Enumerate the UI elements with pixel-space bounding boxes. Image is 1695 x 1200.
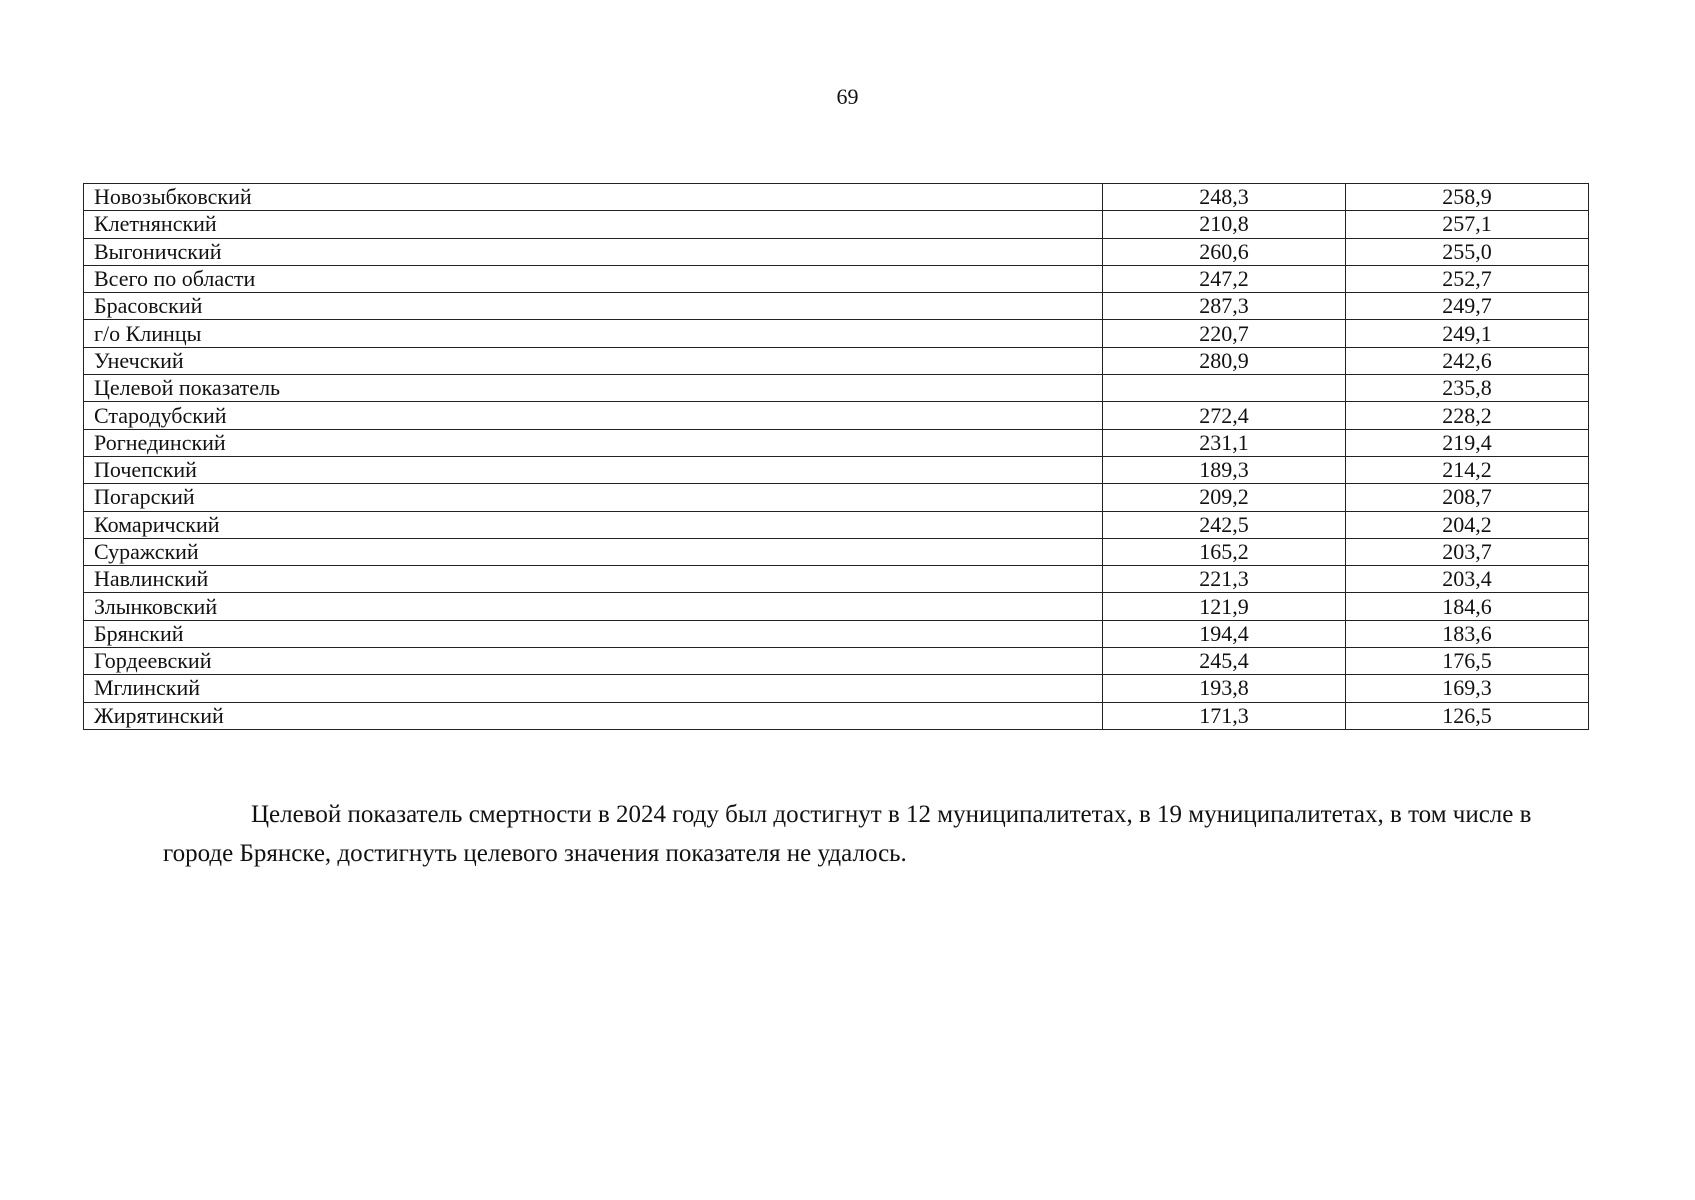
row-name: Всего по области <box>84 265 1103 292</box>
row-name: Суражский <box>84 538 1103 565</box>
row-value-1: 220,7 <box>1103 320 1346 347</box>
table-row <box>84 538 1589 565</box>
row-value-1: 260,6 <box>1103 238 1346 265</box>
row-name: Комаричский <box>84 511 1103 538</box>
row-name: Стародубский <box>84 402 1103 429</box>
table-row <box>84 484 1589 511</box>
table-row <box>84 320 1589 347</box>
row-name: Клетнянский <box>84 211 1103 238</box>
row-value-1: 280,9 <box>1103 347 1346 374</box>
row-value-2: 208,7 <box>1346 484 1589 511</box>
row-name: Погарский <box>84 484 1103 511</box>
row-name: Гордеевский <box>84 648 1103 675</box>
row-value-2: 203,7 <box>1346 538 1589 565</box>
table-row <box>84 375 1589 402</box>
page-number: 69 <box>836 84 859 109</box>
row-value-2: 126,5 <box>1346 702 1589 729</box>
row-value-2: 249,7 <box>1346 293 1589 320</box>
row-name: Злынковский <box>84 593 1103 620</box>
table-row <box>84 511 1589 538</box>
row-value-2: 228,2 <box>1346 402 1589 429</box>
row-name: Новозыбковский <box>84 184 1103 211</box>
conclusion-paragraph: Целевой показатель смертности в 2024 году был достигнут в 12 муниципалитетах, в 19 муниципалитетах, в том числе в городе Брянске, достигнуть целевого значения показателя не удалось. <box>163 801 1532 867</box>
table-row <box>84 429 1589 456</box>
row-value-1: 248,3 <box>1103 184 1346 211</box>
row-value-1: 209,2 <box>1103 484 1346 511</box>
row-value-1: 189,3 <box>1103 456 1346 483</box>
table-row <box>84 347 1589 374</box>
row-value-2: 242,6 <box>1346 347 1589 374</box>
table-row <box>84 211 1589 238</box>
table-body <box>84 184 1589 730</box>
table-row <box>84 702 1589 729</box>
mortality-table <box>83 183 1589 730</box>
row-value-1 <box>1103 375 1346 402</box>
row-value-1: 247,2 <box>1103 265 1346 292</box>
table-row <box>84 265 1589 292</box>
table-row <box>84 675 1589 702</box>
row-value-2: 203,4 <box>1346 566 1589 593</box>
row-value-1: 171,3 <box>1103 702 1346 729</box>
row-value-1: 121,9 <box>1103 593 1346 620</box>
row-value-1: 287,3 <box>1103 293 1346 320</box>
table-row <box>84 456 1589 483</box>
table-row <box>84 566 1589 593</box>
row-value-1: 242,5 <box>1103 511 1346 538</box>
row-name: Брасовский <box>84 293 1103 320</box>
table-row <box>84 238 1589 265</box>
row-value-1: 245,4 <box>1103 648 1346 675</box>
row-value-1: 194,4 <box>1103 620 1346 647</box>
table-row <box>84 648 1589 675</box>
row-name: Выгоничский <box>84 238 1103 265</box>
row-name: Брянский <box>84 620 1103 647</box>
row-value-2: 176,5 <box>1346 648 1589 675</box>
row-value-2: 252,7 <box>1346 265 1589 292</box>
row-value-2: 257,1 <box>1346 211 1589 238</box>
row-name: Унечский <box>84 347 1103 374</box>
row-value-2: 184,6 <box>1346 593 1589 620</box>
row-value-2: 219,4 <box>1346 429 1589 456</box>
row-name: г/о Клинцы <box>84 320 1103 347</box>
row-value-2: 235,8 <box>1346 375 1589 402</box>
row-name: Мглинский <box>84 675 1103 702</box>
row-value-2: 255,0 <box>1346 238 1589 265</box>
row-value-1: 231,1 <box>1103 429 1346 456</box>
row-name: Жирятинский <box>84 702 1103 729</box>
row-name: Целевой показатель <box>84 375 1103 402</box>
row-value-2: 204,2 <box>1346 511 1589 538</box>
row-name: Навлинский <box>84 566 1103 593</box>
table-row <box>84 293 1589 320</box>
table-row <box>84 402 1589 429</box>
row-value-2: 249,1 <box>1346 320 1589 347</box>
table-row <box>84 620 1589 647</box>
row-value-2: 183,6 <box>1346 620 1589 647</box>
row-value-2: 214,2 <box>1346 456 1589 483</box>
table-row <box>84 184 1589 211</box>
row-value-1: 272,4 <box>1103 402 1346 429</box>
row-value-1: 210,8 <box>1103 211 1346 238</box>
row-value-2: 258,9 <box>1346 184 1589 211</box>
row-value-1: 165,2 <box>1103 538 1346 565</box>
row-value-1: 221,3 <box>1103 566 1346 593</box>
row-value-1: 193,8 <box>1103 675 1346 702</box>
table-row <box>84 593 1589 620</box>
row-value-2: 169,3 <box>1346 675 1589 702</box>
row-name: Рогнединский <box>84 429 1103 456</box>
row-name: Почепский <box>84 456 1103 483</box>
